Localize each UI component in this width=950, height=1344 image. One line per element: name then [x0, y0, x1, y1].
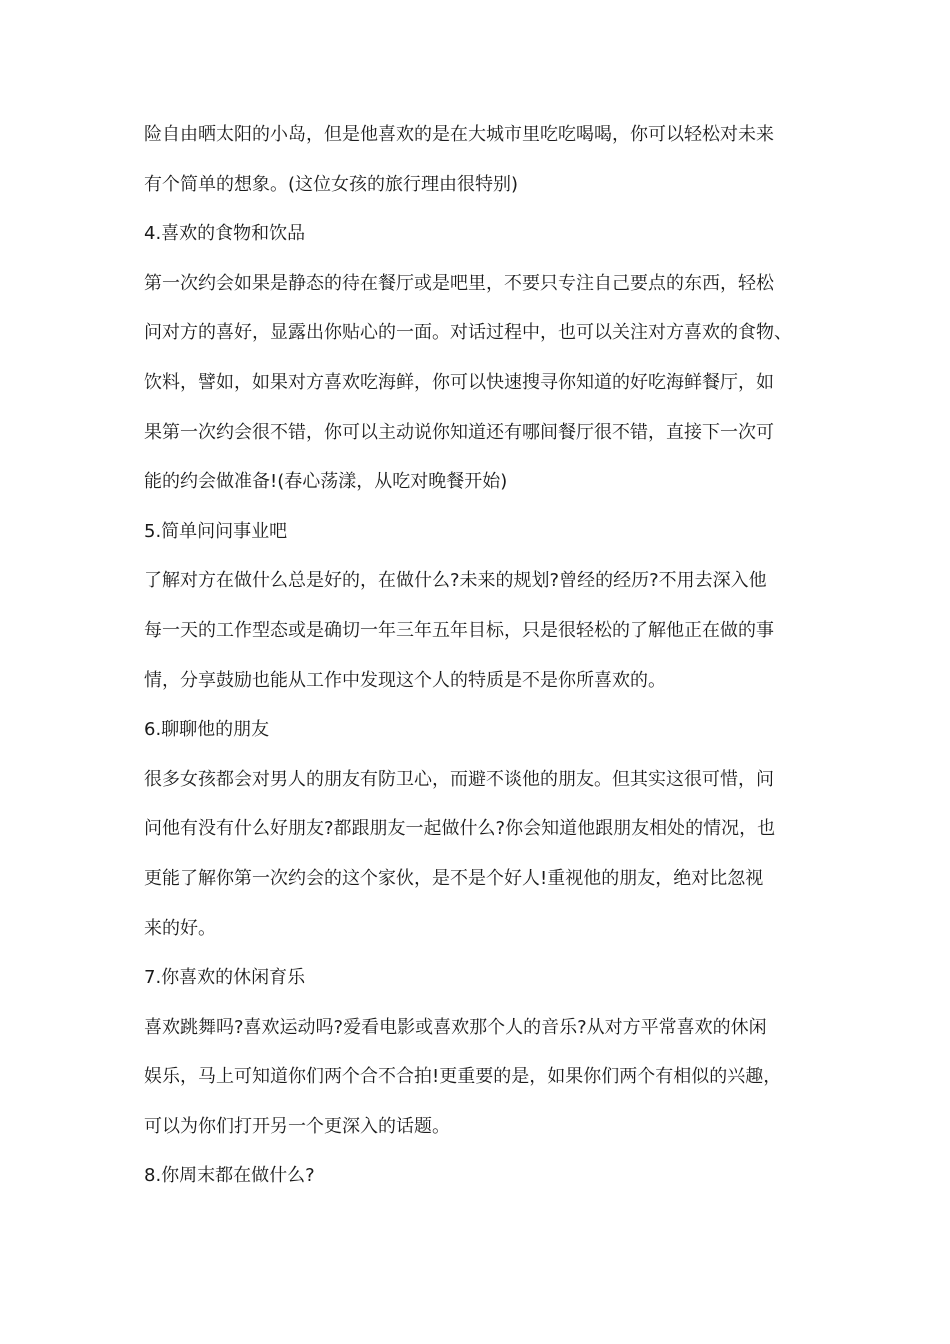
section-heading-5: 5.简单问问事业吧 — [144, 520, 288, 542]
section-heading-7: 7.你喜欢的休闲育乐 — [144, 967, 306, 989]
paragraph-line: 问对方的喜好，显露出你贴心的一面。对话过程中，也可以关注对方喜欢的食物、 — [144, 322, 792, 344]
paragraph-line: 喜欢跳舞吗?喜欢运动吗?爱看电影或喜欢那个人的音乐?从对方平常喜欢的休闲 — [144, 1016, 767, 1038]
section-heading-8: 8.你周末都在做什么? — [144, 1165, 315, 1187]
paragraph-line: 了解对方在做什么总是好的，在做什么?未来的规划?曾经的经历?不用去深入他 — [144, 570, 767, 592]
paragraph-line: 饮料，譬如，如果对方喜欢吃海鲜，你可以快速搜寻你知道的好吃海鲜餐厅，如 — [144, 371, 774, 393]
paragraph-line: 能的约会做准备!(春心荡漾，从吃对晚餐开始) — [144, 471, 508, 493]
paragraph-line: 有个简单的想象。(这位女孩的旅行理由很特别) — [144, 173, 519, 195]
section-heading-6: 6.聊聊他的朋友 — [144, 719, 270, 741]
paragraph-line: 险自由晒太阳的小岛，但是他喜欢的是在大城市里吃吃喝喝，你可以轻松对未来 — [144, 124, 774, 145]
paragraph-line: 更能了解你第一次约会的这个家伙，是不是个好人!重视他的朋友，绝对比忽视 — [144, 867, 764, 889]
paragraph-line: 娱乐，马上可知道你们两个合不合拍!更重要的是，如果你们两个有相似的兴趣， — [144, 1066, 782, 1088]
paragraph-line: 每一天的工作型态或是确切一年三年五年目标，只是很轻松的了解他正在做的事 — [144, 619, 774, 641]
paragraph-line: 很多女孩都会对男人的朋友有防卫心，而避不谈他的朋友。但其实这很可惜，问 — [144, 768, 774, 790]
article-body — [144, 110, 812, 1201]
paragraph-line: 可以为你们打开另一个更深入的话题。 — [144, 1115, 450, 1137]
paragraph-line: 来的好。 — [144, 917, 216, 939]
paragraph-line: 情，分享鼓励也能从工作中发现这个人的特质是不是你所喜欢的。 — [144, 669, 666, 691]
section-heading-4: 4.喜欢的食物和饮品 — [144, 223, 306, 245]
paragraph-line: 果第一次约会很不错，你可以主动说你知道还有哪间餐厅很不错，直接下一次可 — [144, 421, 774, 443]
paragraph-line: 问他有没有什么好朋友?都跟朋友一起做什么?你会知道他跟朋友相处的情况，也 — [144, 818, 776, 840]
paragraph-line: 第一次约会如果是静态的待在餐厅或是吧里，不要只专注自己要点的东西，轻松 — [144, 272, 774, 294]
